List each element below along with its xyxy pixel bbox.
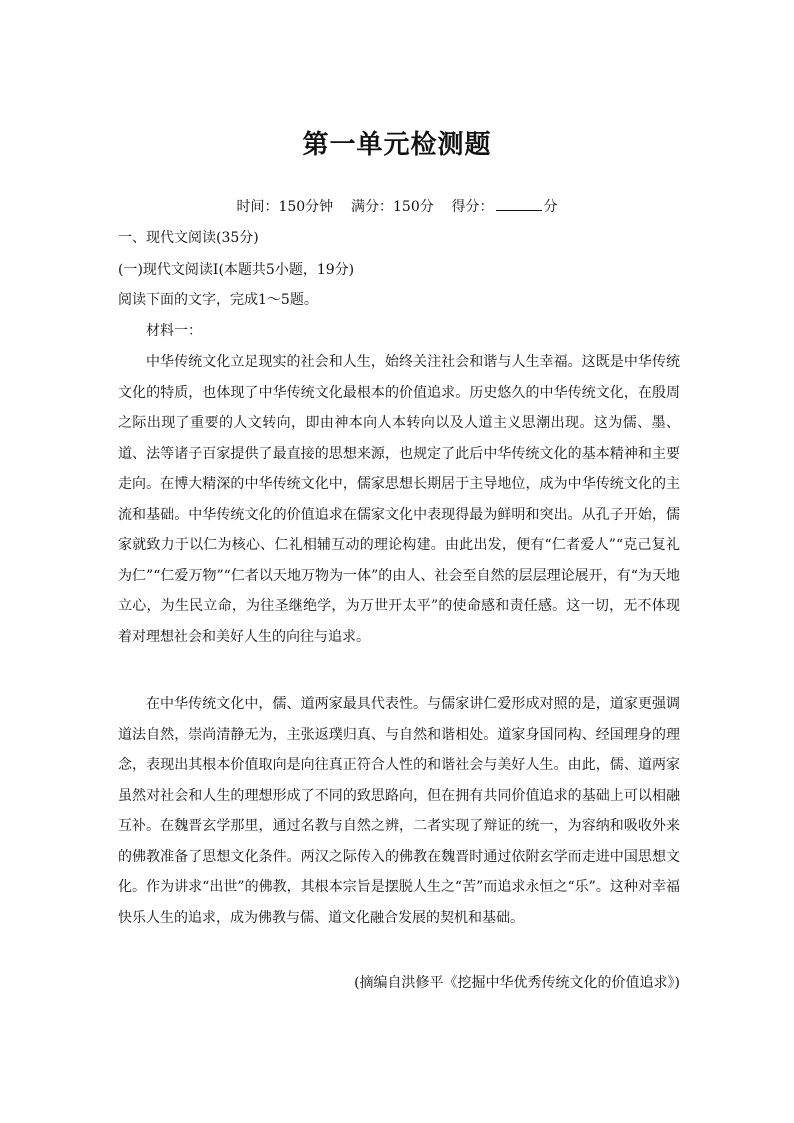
exam-full-score: 满分：150分 <box>351 199 434 215</box>
paragraph: 在中华传统文化中，儒、道两家最具代表性。与儒家讲仁爱形成对照的是，道家更强调道法自然，崇尚清静无为，主张返璞归真、与自然和谐相处。道家身国同构、经国理身的理念，表现出其根本价值取向是向往真正符合人性的和谐社会与美好人生。由此，儒、道两家虽然对社会和人生的理想形成了不同的致思路向，但在拥有共同价值追求的基础上可以相融互补。在魏晋玄学那里，通过名教与自然之辨，二者实现了辩证的统一，为容纳和吸收外来的佛教准备了思想文化条件。两汉之际传入的佛教在魏晋时通过依附玄学而走进中国思想文化。作为讲求“出世”的佛教，其根本宗旨是摆脱人生之“苦”而追求永恒之“乐”。这种对幸福快乐人生的追求，成为佛教与儒、道文化融合发展的契机和基础。 <box>118 696 680 926</box>
score-suffix: 分 <box>543 199 558 215</box>
exam-meta <box>0 196 794 218</box>
subsection-heading: (一)现代文阅读Ⅰ(本题共5小题，19分) <box>118 262 355 278</box>
score-label: 得分： <box>451 199 494 215</box>
reading-instruction: 阅读下面的文字，完成1～5题。 <box>118 292 318 308</box>
paragraph: 中华传统文化立足现实的社会和人生，始终关注社会和谐与人生幸福。这既是中华传统文化的特质，也体现了中华传统文化最根本的价值追求。历史悠久的中华传统文化，在殷周之际出现了重要的人文转向，即由神本向人本转向以及人道主义思潮出现。这为儒、墨、道、法等诸子百家提供了最直接的思想来源，也规定了此后中华传统文化的基本精神和主要走向。在博大精深的中华传统文化中，儒家思想长期居于主导地位，成为中华传统文化的主流和基础。中华传统文化的价值追求在儒家文化中表现得最为鲜明和突出。从孔子开始，儒家就致力于以仁为核心、仁礼相辅互动的理论构建。由此出发，便有“仁者爱人”“克己复礼为仁”“仁爱万物”“仁者以天地万物为一体”的由人、社会至自然的层层理论展开，有“为天地立心，为生民立命，为往圣继绝学，为万世开太平”的使命感和责任感。这一切，无不体现着对理想社会和美好人生的向往与追求。 <box>118 354 680 645</box>
score-blank <box>496 196 542 211</box>
material-label: 材料一： <box>146 323 202 339</box>
section-heading-modern-reading: 一、现代文阅读(35分) <box>118 230 259 246</box>
page-title: 第一单元检测题 <box>302 130 492 160</box>
source-citation: (摘编自洪修平《挖掘中华优秀传统文化的价值追求》) <box>354 975 680 991</box>
exam-time: 时间：150分钟 <box>236 199 334 215</box>
